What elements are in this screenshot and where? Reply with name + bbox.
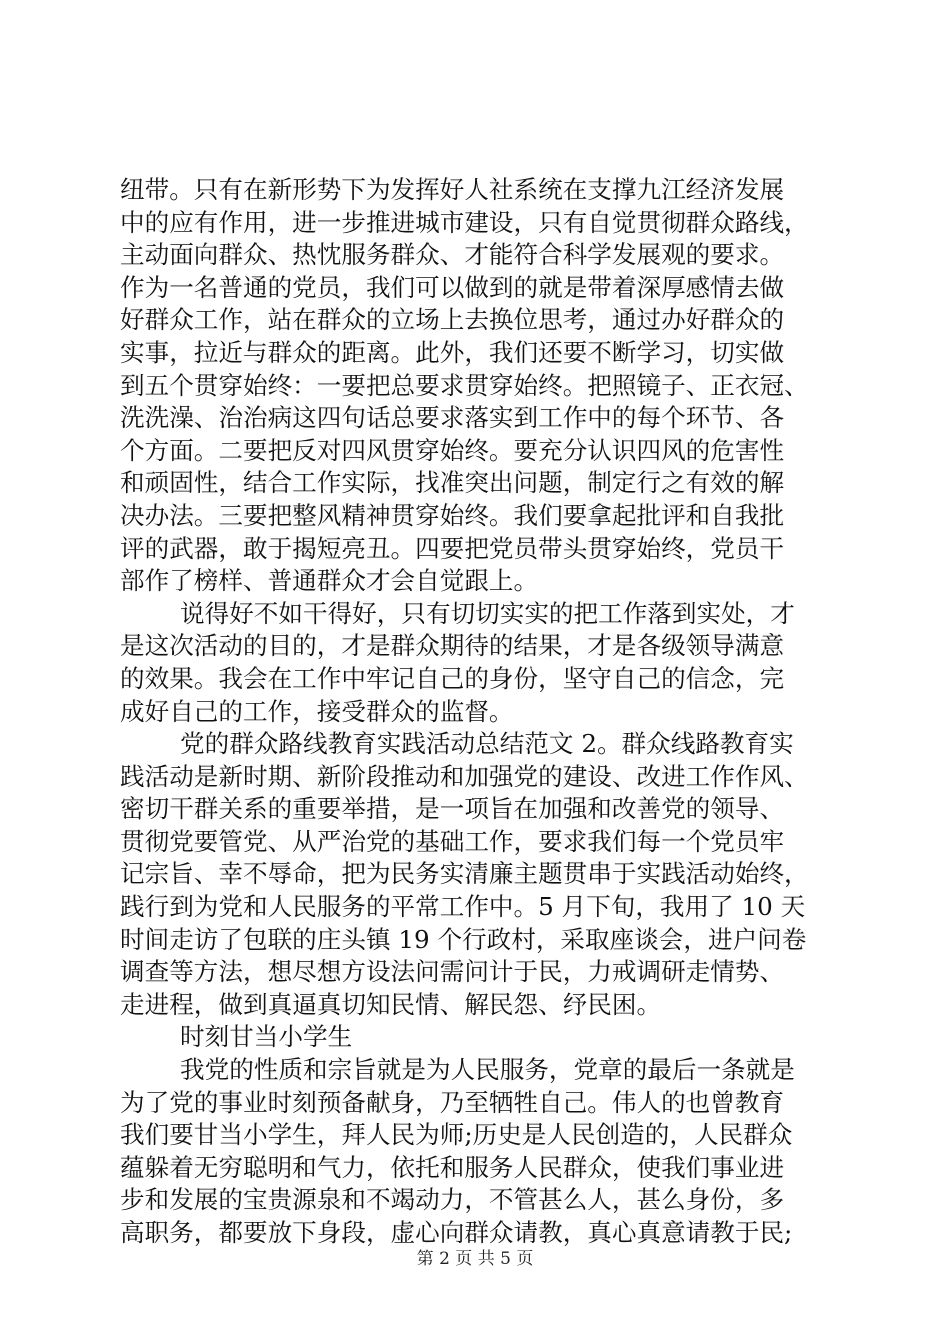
text-line: 步和发展的宝贵源泉和不竭动力，不管甚么人，甚么身份，多 [120,1185,785,1215]
text-line: 调查等方法，想尽想方设法问需问计于民，力戒调研走情势、 [120,957,785,987]
text-line: 为了党的事业时刻预备献身，乃至牺牲自己。伟人的也曾教育 [120,1087,785,1117]
text-line: 党的群众路线教育实践活动总结范文 2。群众线路教育实 [180,729,794,759]
text-line: 贯彻党要管党、从严治党的基础工作，要求我们每一个党员牢 [120,826,785,856]
text-line: 记宗旨、幸不辱命，把为民务实清廉主题贯串于实践活动始终， [120,859,809,889]
text-line: 部作了榜样、普通群众才会自觉跟上。 [120,566,539,596]
text-line: 和顽固性，结合工作实际，找准突出问题，制定行之有效的解 [120,468,785,498]
text-line: 中的应有作用，进一步推进城市建设，只有自觉贯彻群众路线， [120,207,809,237]
text-line: 的效果。我会在工作中牢记自己的身份，坚守自己的信念，完 [120,663,785,693]
text-line: 时刻甘当小学生 [180,1022,353,1052]
text-line: 践活动是新时期、新阶段推动和加强党的建设、改进工作作风、 [120,761,809,791]
text-line: 我党的性质和宗旨就是为人民服务，党章的最后一条就是 [180,1055,795,1085]
text-line: 密切干群关系的重要举措，是一项旨在加强和改善党的领导、 [120,794,785,824]
text-line: 纽带。只有在新形势下为发挥好人社系统在支撑九江经济发展 [120,175,785,204]
document-body [120,174,840,1250]
text-line: 是这次活动的目的，才是群众期待的结果，才是各级领导满意 [120,631,785,661]
text-line: 说得好不如干得好，只有切切实实的把工作落到实处，才 [180,598,795,628]
text-line: 作为一名普通的党员，我们可以做到的就是带着深厚感情去做 [120,272,785,302]
text-line: 时间走访了包联的庄头镇 19 个行政村，采取座谈会，进户问卷 [120,924,807,954]
text-line: 高职务，都要放下身段，虚心向群众请教，真心真意请教于民; [120,1218,793,1247]
page-footer: 第 2 页 共 5 页 [416,1249,534,1269]
text-line: 走进程，做到真逼真切知民情、解民怨、纾民困。 [120,989,662,1019]
text-line: 洗洗澡、治治病这四句话总要求落实到工作中的每个环节、各 [120,403,785,433]
text-line: 决办法。三要把整风精神贯穿始终。我们要拿起批评和自我批 [120,500,785,530]
text-line: 蕴躲着无穷聪明和气力，依托和服务人民群众，使我们事业进 [120,1152,785,1182]
text-line: 我们要甘当小学生，拜人民为师;历史是人民创造的，人民群众 [120,1120,793,1150]
text-line: 个方面。二要把反对四风贯穿始终。要充分认识四风的危害性 [120,435,785,465]
text-line: 践行到为党和人民服务的平常工作中。5 月下旬，我用了 10 天 [120,892,806,922]
text-line: 评的武器，敢于揭短亮丑。四要把党员带头贯穿始终，党员干 [120,533,785,563]
text-line: 成好自己的工作，接受群众的监督。 [120,696,514,726]
text-line: 主动面向群众、热忱服务群众、才能符合科学发展观的要求。 [120,240,785,270]
text-line: 到五个贯穿始终：一要把总要求贯穿始终。把照镜子、正衣冠、 [120,370,809,400]
text-line: 好群众工作，站在群众的立场上去换位思考，通过办好群众的 [120,305,785,335]
text-line: 实事，拉近与群众的距离。此外，我们还要不断学习，切实做 [120,337,785,367]
